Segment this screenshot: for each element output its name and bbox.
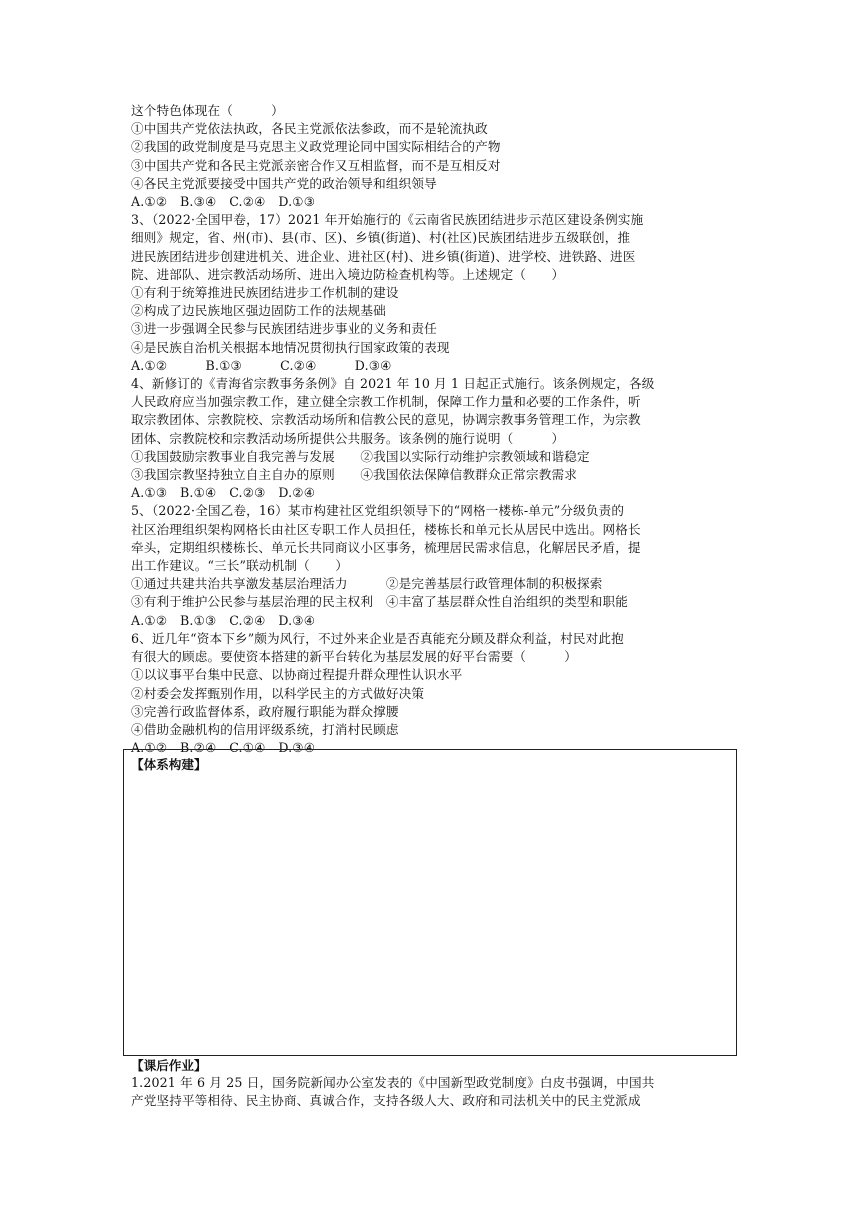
option-line: ②构成了边民族地区强边固防工作的法规基础 bbox=[131, 303, 386, 319]
question-stem-line: 进民族团结进步创建进机关、进企业、进社区(村)、进乡镇(街道)、进学校、进铁路、进医 bbox=[131, 248, 636, 264]
question-stem-line: 3、（2022·全国甲卷，17）2021 年开始施行的《云南省民族团结进步示范区建设条例实施 bbox=[131, 212, 644, 228]
section-heading-homework: 【课后作业】 bbox=[131, 1058, 207, 1073]
section-heading-system: 【体系构建】 bbox=[131, 757, 207, 773]
option-line: ①我国鼓励宗教事业自我完善与发展 ②我国以实际行动维护宗教领域和谐稳定 bbox=[131, 448, 590, 464]
option-line: ③有利于维护公民参与基层治理的民主权利 ④丰富了基层群众性自治组织的类型和职能 bbox=[131, 594, 629, 610]
homework-section bbox=[131, 1058, 741, 1110]
document-page bbox=[131, 102, 741, 773]
answer-choices: A.①② B.③④ C.②④ D.①③ bbox=[131, 194, 316, 210]
option-line: ③中国共产党和各民主党派亲密合作又互相监督，而不是互相反对 bbox=[131, 157, 501, 173]
option-line: ①中国共产党依法执政，各民主党派依法参政，而不是轮流执政 bbox=[131, 121, 488, 137]
answer-choices: A.①② B.①③ C.②④ D.③④ bbox=[131, 357, 392, 373]
system-construction-box bbox=[123, 749, 737, 1056]
option-line: ④借助金融机构的信用评级系统，打消村民顾虑 bbox=[131, 721, 399, 737]
option-line: ②村委会发挥甄别作用，以科学民主的方式做好决策 bbox=[131, 685, 425, 701]
answer-choices: A.①③ B.①④ C.②③ D.②④ bbox=[131, 485, 316, 501]
question-stem-line: 细则》规定，省、州(市)、县(市、区)、乡镇(街道)、村(社区)民族团结进步五级联创，推 bbox=[131, 230, 631, 246]
option-line: ③进一步强调全民参与民族团结进步事业的义务和责任 bbox=[131, 321, 437, 337]
question-stem-line: 出工作建议。“三长”联动机制（ ） bbox=[131, 558, 349, 574]
option-line: ③完善行政监督体系，政府履行职能为群众撑腰 bbox=[131, 703, 399, 719]
question-stem-line: 4、新修订的《青海省宗教事务条例》自 2021 年 10 月 1 日起正式施行。该条例规定，各级 bbox=[131, 376, 655, 392]
option-line: ③我国宗教坚持独立自主自办的原则 ④我国依法保障信教群众正常宗教需求 bbox=[131, 467, 578, 483]
option-line: ①以议事平台集中民意、以协商过程提升群众理性认识水平 bbox=[131, 667, 463, 683]
question-stem-line: 院、进部队、进宗教活动场所、进出入境边防检查机构等。上述规定（ ） bbox=[131, 266, 565, 282]
question-3 bbox=[131, 211, 741, 375]
answer-choices: A.①② B.②④ C.①④ D.③④ bbox=[131, 740, 316, 756]
option-line: ④是民族自治机关根据本地情况贯彻执行国家政策的表现 bbox=[131, 339, 450, 355]
option-line: ①通过共建共治共享激发基层治理活力 ②是完善基层行政管理体制的积极探索 bbox=[131, 576, 603, 592]
answer-choices: A.①② B.①③ C.②④ D.③④ bbox=[131, 612, 316, 628]
question-stem-line: 6、近几年“资本下乡”颇为风行，不过外来企业是否真能充分顾及群众利益，村民对此抱 bbox=[131, 630, 624, 646]
option-line: ②我国的政党制度是马克思主义政党理论同中国实际相结合的产物 bbox=[131, 139, 501, 155]
question-stem: 这个特色体现在（ ） bbox=[131, 103, 284, 118]
question-stem-line: 人民政府应当加强宗教工作，建立健全宗教工作机制，保障工作力量和必要的工作条件，听 bbox=[131, 394, 641, 410]
question-5 bbox=[131, 502, 741, 629]
question-stem-line: 5、（2022·全国乙卷，16）某市构建社区党组织领导下的“网格一楼栋-单元”分级负责的 bbox=[131, 503, 625, 519]
question-6 bbox=[131, 630, 741, 757]
question-stem-line: 有很大的顾虑。要使资本搭建的新平台转化为基层发展的好平台需要（ ） bbox=[131, 649, 578, 665]
question-2-continued bbox=[131, 102, 741, 211]
question-stem-line: 取宗教团体、宗教院校、宗教活动场所和信教公民的意见，协调宗教事务管理工作，为宗教 bbox=[131, 412, 641, 428]
question-stem-line: 团体、宗教院校和宗教活动场所提供公共服务。该条例的施行说明（ ） bbox=[131, 430, 565, 446]
homework-question-line: 产党坚持平等相待、民主协商、真诚合作，支持各级人大、政府和司法机关中的民主党派成 bbox=[131, 1093, 641, 1109]
question-stem-line: 社区治理组织架构网格长由社区专职工作人员担任，楼栋长和单元长从居民中选出。网格长 bbox=[131, 521, 641, 537]
option-line: ④各民主党派要接受中国共产党的政治领导和组织领导 bbox=[131, 175, 437, 191]
homework-question-line: 1.2021 年 6 月 25 日，国务院新闻办公室发表的《中国新型政党制度》白皮书强调，中国共 bbox=[131, 1075, 655, 1090]
question-4 bbox=[131, 375, 741, 502]
question-stem-line: 牵头，定期组织楼栋长、单元长共同商议小区事务，梳理居民需求信息，化解居民矛盾，提 bbox=[131, 539, 641, 555]
option-line: ①有利于统筹推进民族团结进步工作机制的建设 bbox=[131, 285, 399, 301]
